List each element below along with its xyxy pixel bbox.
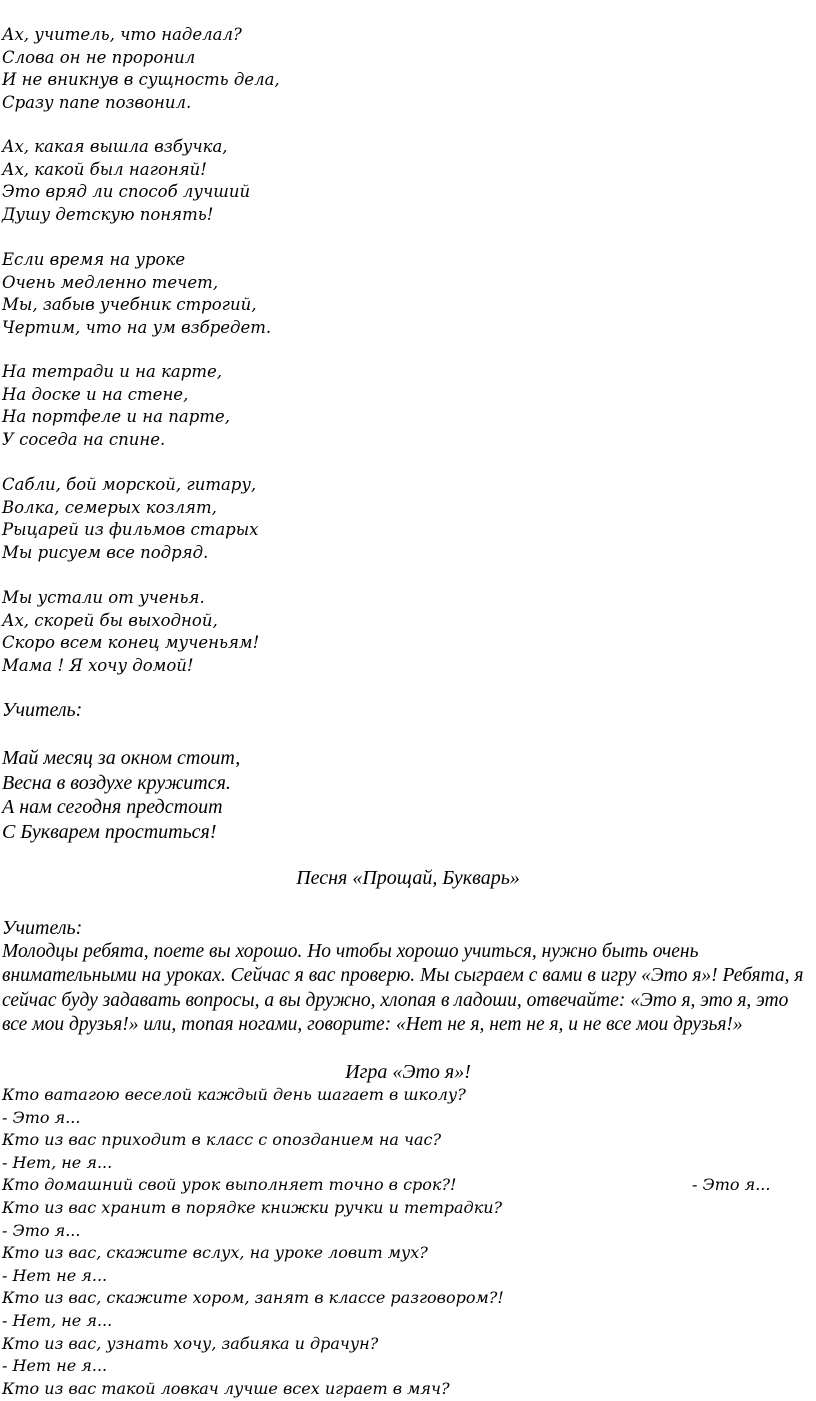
poem-line: Душу детскую понять! (2, 204, 214, 224)
poem-line: Это вряд ли способ лучший (2, 182, 251, 201)
poem-stanza-5 (2, 474, 258, 564)
game-answer: - Это я... (692, 1175, 771, 1195)
game-question: Кто из вас хранит в порядке книжки ручки и тетрадки? (2, 1197, 503, 1217)
game-question: Кто из вас, узнать хочу, забияка и драчун? (2, 1333, 379, 1353)
teacher-paragraph: Молодцы ребята, поете вы хорошо. Но чтобы хорошо учиться, нужно быть очень внимательными на уроках. Сейчас я вас проверю. Мы сыграем с вами в игру «Это я»! Ребята, я сейчас буду задавать вопросы, а вы дружно, хлопая в ладоши, отвечайте: «Это я, это я, это все мои друзья!» или, топая ногами, говорите: «Нет не я, нет не я, и не все мои друзья!» (2, 941, 804, 1035)
teacher-stanza (2, 746, 240, 844)
poem-line: Волка, семерых козлят, (2, 497, 217, 517)
game-answer: - Нет, не я... (2, 1152, 113, 1172)
game-answer: - Это я... (2, 1220, 81, 1240)
poem-line: Май месяц за окном стоит, (2, 747, 241, 769)
poem-line: Весна в воздухе кружится. (2, 771, 231, 794)
poem-line: Если время на уроке (2, 250, 186, 269)
poem-line: Ах, учитель, что наделал? (2, 25, 242, 44)
poem-line: Мама ! Я хочу домой! (2, 655, 194, 675)
game-answer: - Нет не я... (2, 1356, 108, 1376)
poem-line: Ах, скорей бы выходной, (2, 610, 218, 630)
game-dialogue (2, 1084, 802, 1400)
poem-line: С Букварем проститься! (2, 820, 217, 843)
speaker-label: Учитель: (2, 699, 83, 721)
poem-stanza-4 (2, 361, 230, 451)
poem-line: Рыцарей из фильмов старых (2, 520, 259, 539)
game-question: Кто из вас приходит в класс с опозданием на час? (2, 1130, 442, 1150)
game-line-with-answer (2, 1174, 802, 1197)
poem-line: Слова он не проронил (2, 47, 196, 67)
poem-line: Ах, какой был нагоняй! (2, 159, 207, 179)
game-question: Кто из вас, скажите вслух, на уроке ловит мух? (2, 1243, 428, 1263)
poem-line: Мы рисуем все подряд. (2, 542, 209, 562)
poem-line: На портфеле и на парте, (2, 407, 230, 426)
poem-line: У соседа на спине. (2, 429, 166, 449)
poem-line: Сабли, бой морской, гитару, (2, 475, 257, 494)
poem-stanza-2 (2, 136, 250, 226)
poem-stanza-6 (2, 587, 259, 677)
game-question: Кто из вас такой ловкач лучше всех играет в мяч? (2, 1378, 450, 1398)
game-answer: - Нет не я... (2, 1265, 108, 1285)
game-answer: - Нет, не я... (2, 1310, 113, 1330)
poem-line: А нам сегодня предстоит (2, 796, 223, 818)
game-question: Кто ватагою веселой каждый день шагает в школу? (2, 1085, 466, 1104)
game-answer: - Это я... (2, 1107, 81, 1127)
poem-line: Мы устали от ученья. (2, 588, 205, 607)
poem-stanza-1 (2, 24, 280, 114)
poem-line: На тетради и на карте, (2, 362, 222, 381)
poem-stanza-3 (2, 249, 271, 339)
poem-line: Ах, какая вышла взбучка, (2, 137, 228, 156)
poem-line: И не вникнув в сущность дела, (2, 70, 280, 89)
game-title: Игра «Это я»! (345, 1061, 471, 1083)
poem-line: Чертим, что на ум взбредет. (2, 317, 272, 337)
poem-line: Очень медленно течет, (2, 272, 219, 292)
teacher-label-2 (2, 916, 82, 941)
poem-line: Скоро всем конец мученьям! (2, 633, 260, 652)
poem-line: Мы, забыв учебник строгий, (2, 295, 257, 314)
game-question: Кто из вас, скажите хором, занят в классе разговором?! (2, 1288, 504, 1308)
poem-line: Сразу папе позвонил. (2, 92, 192, 112)
teacher-label (2, 698, 82, 723)
poem-line: На доске и на стене, (2, 384, 189, 404)
song-title: Песня «Прощай, Букварь» (296, 867, 520, 889)
game-question: Кто домашний свой урок выполняет точно в срок?! (2, 1175, 457, 1195)
speaker-label: Учитель: (2, 917, 83, 939)
